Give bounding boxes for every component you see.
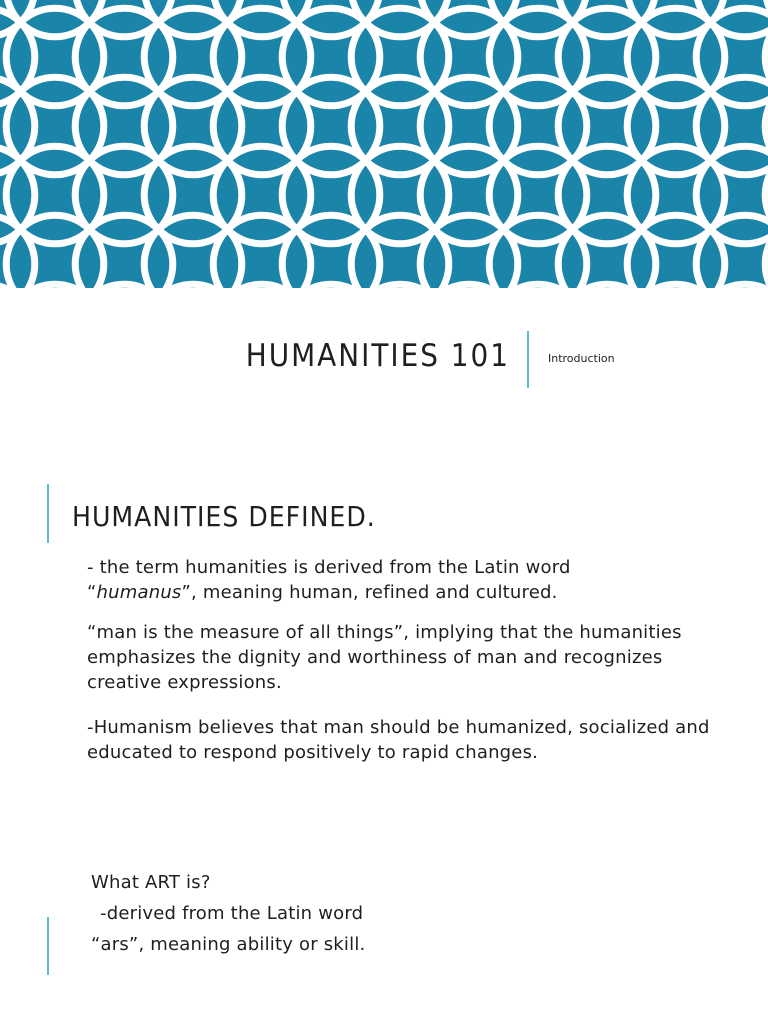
latin-term: humanus [96, 582, 182, 603]
section-accent-bar [47, 484, 49, 543]
definition-paragraph [87, 555, 727, 605]
title-divider [527, 331, 529, 388]
art-meaning: “ars”, meaning ability or skill. [91, 934, 366, 955]
art-accent-bar [47, 917, 49, 975]
quote-open: “ [87, 582, 97, 603]
quote-paragraph: “man is the measure of all things”, implying that the humanities emphasizes the dignity and worthiness of man and recognizes creative expressions. [87, 622, 682, 693]
section-heading: HUMANITIES DEFINED. [72, 500, 376, 533]
definition-meaning: ”, meaning human, refined and cultured. [181, 582, 558, 603]
humanism-paragraph: -Humanism believes that man should be humanized, socialized and educated to respond positively to rapid changes. [87, 717, 710, 763]
definition-text: - the term humanities is derived from the Latin word [87, 557, 571, 578]
decorative-pattern-banner [0, 0, 768, 288]
presentation-subtitle: Introduction [548, 352, 615, 365]
art-definition [91, 867, 731, 960]
art-origin: -derived from the Latin word [100, 903, 364, 924]
interlocking-circles-pattern [0, 0, 768, 288]
title-slide [0, 288, 768, 438]
presentation-title: HUMANITIES 101 [245, 338, 510, 374]
art-question: What ART is? [91, 872, 211, 893]
